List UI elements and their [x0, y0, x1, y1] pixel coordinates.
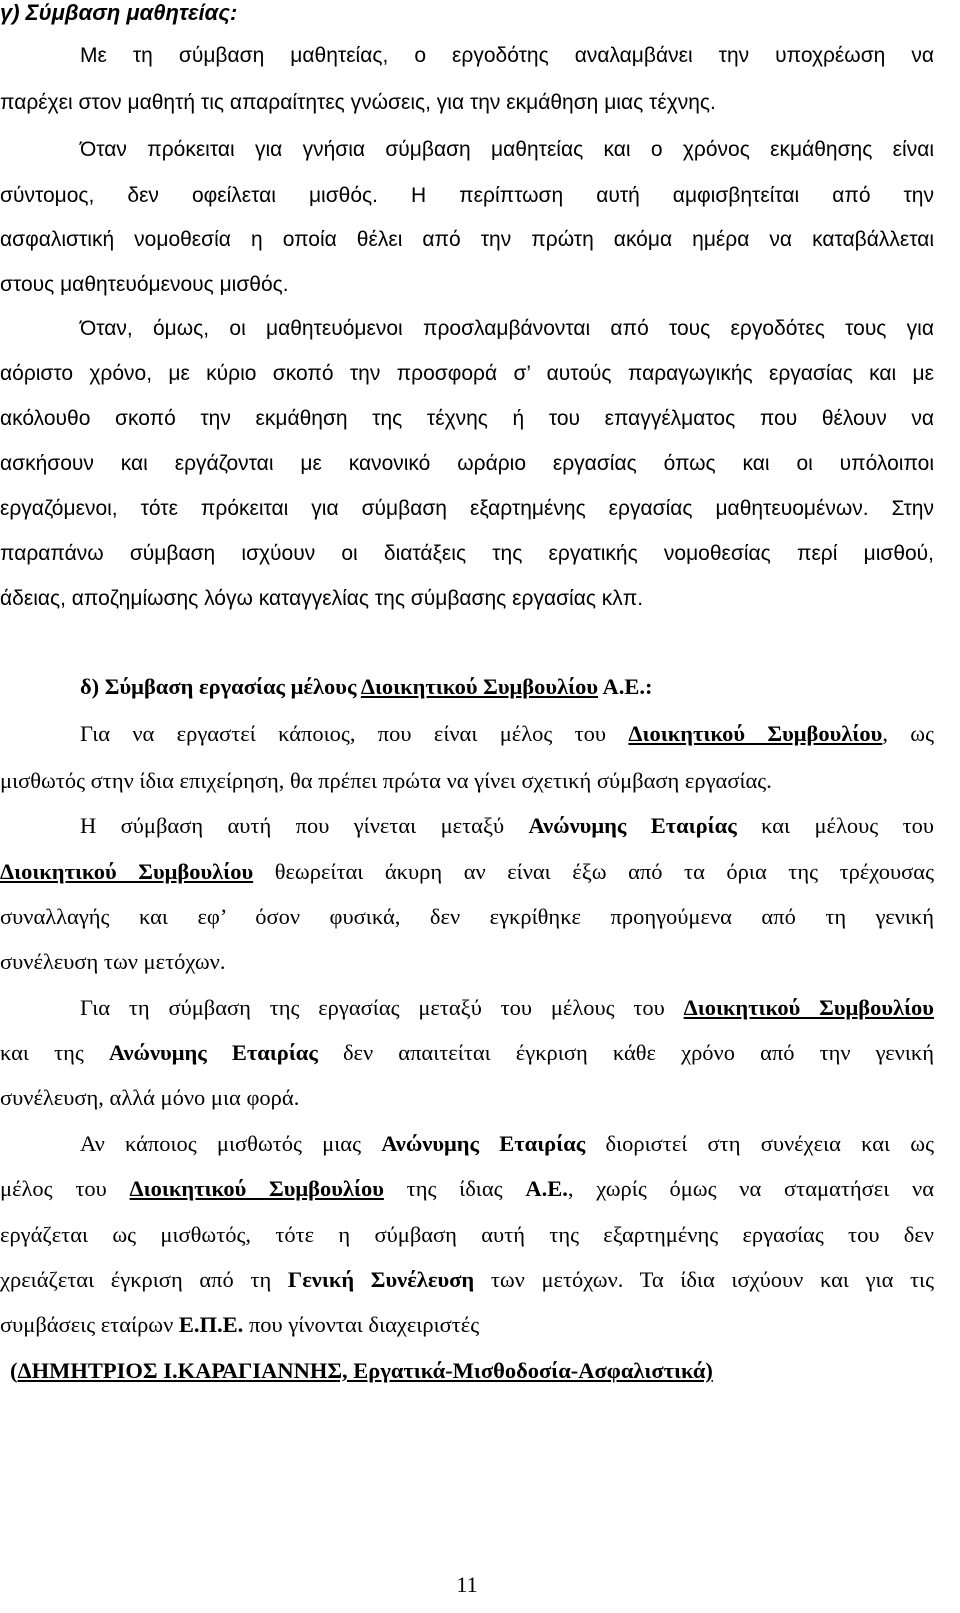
bold-text: Γενική Συνέλευση: [287, 1267, 475, 1292]
text-run: και μέλους του: [736, 813, 935, 838]
paragraph-line: [0, 1312, 934, 1338]
text-run: μέλος του: [0, 1176, 130, 1201]
text-run: , χωρίς όμως να σταματήσει να: [567, 1176, 934, 1201]
citation-underlined-text: ΔΗΜΗΤΡΙΟΣ Ι.ΚΑΡΑΓΙΑΝΝΗΣ, Εργατικά-Μισθοδοσία-Ασφαλιστικά): [17, 1358, 713, 1383]
bold-underlined-text: Διοικητικού Συμβουλίου: [0, 859, 254, 884]
source-citation: [10, 1358, 934, 1384]
bold-text: Ανώνυμης Εταιρίας: [381, 1131, 586, 1156]
text-run: που γίνονται διαχειριστές: [243, 1312, 480, 1337]
paragraph-line: [80, 995, 934, 1021]
paragraph-line: ασκήσουν και εργάζονται με κανονικό ωράριο εργασίας όπως και οι υπόλοιποι: [0, 452, 934, 475]
paragraph-line: [0, 859, 934, 885]
text-run: Η σύμβαση αυτή που γίνεται μεταξύ: [80, 813, 529, 838]
bold-text: Ανώνυμης Εταιρίας: [528, 813, 737, 838]
text-run: χρειάζεται έγκριση από τη: [0, 1267, 288, 1292]
paragraph-line: αόριστο χρόνο, με κύριο σκοπό την προσφορά σ’ αυτούς παραγωγικής εργασίας και με: [0, 362, 934, 385]
paragraph-line: εργαζόμενοι, τότε πρόκειται για σύμβαση εξαρτημένης εργασίας μαθητευομένων. Στην: [0, 497, 934, 520]
paragraph-line: Με τη σύμβαση μαθητείας, ο εργοδότης αναλαμβάνει την υποχρέωση να: [80, 44, 934, 67]
heading-underlined-text: Διοικητικού Συμβουλίου: [360, 674, 599, 699]
paragraph-line: ακόλουθο σκοπό την εκμάθηση της τέχνης ή του επαγγέλματος που θέλουν να: [0, 407, 934, 430]
heading-text: Α.Ε.:: [598, 674, 653, 699]
paragraph-line: [0, 1040, 934, 1066]
paragraph-line: παρέχει στον μαθητή τις απαραίτητες γνώσεις, για την εκμάθηση μιας τέχνης.: [0, 91, 716, 114]
text-run: των μετόχων. Τα ίδια ισχύουν και για τις: [474, 1267, 935, 1292]
bold-text: Ε.Π.Ε.: [178, 1312, 244, 1337]
citation-text: (: [10, 1358, 18, 1383]
paragraph-line: [80, 721, 934, 747]
paragraph-line: Όταν πρόκειται για γνήσια σύμβαση μαθητείας και ο χρόνος εκμάθησης είναι: [80, 138, 934, 161]
text-run: Για τη σύμβαση της εργασίας μεταξύ του μέλους του: [80, 995, 684, 1020]
text-run: της ίδιας: [383, 1176, 526, 1201]
page-number: 11: [456, 1572, 478, 1597]
paragraph-line: ασφαλιστική νομοθεσία η οποία θέλει από την πρώτη ακόμα ημέρα να καταβάλλεται: [0, 228, 934, 251]
text-run: συμβάσεις εταίρων: [0, 1312, 179, 1337]
paragraph-line: [0, 1176, 934, 1202]
section-heading-board-member: [80, 674, 934, 700]
bold-underlined-text: Διοικητικού Συμβουλίου: [129, 1176, 384, 1201]
paragraph-line: συνέλευση των μετόχων.: [0, 949, 226, 974]
paragraph-line: [0, 1267, 934, 1293]
text-run: διοριστεί στη συνέχεια και ως: [585, 1131, 934, 1156]
paragraph-line: σύντομος, δεν οφείλεται μισθός. Η περίπτωση αυτή αμφισβητείται από την: [0, 184, 934, 207]
text-run: , ως: [882, 721, 934, 746]
text-run: Αν κάποιος μισθωτός μιας: [80, 1131, 382, 1156]
paragraph-line: συναλλαγής και εφ’ όσον φυσικά, δεν εγκρίθηκε προηγούμενα από τη γενική: [0, 904, 934, 929]
section-heading-apprenticeship: γ) Σύμβαση μαθητείας:: [0, 0, 238, 25]
text-run: δεν απαιτείται έγκριση κάθε χρόνο από την γενική: [317, 1040, 935, 1065]
paragraph-line: στους μαθητευόμενους μισθός.: [0, 273, 289, 296]
paragraph-line: [80, 1131, 934, 1157]
paragraph-line: άδειας, αποζημίωσης λόγω καταγγελίας της σύμβασης εργασίας κλπ.: [0, 587, 644, 610]
paragraph-line: εργάζεται ως μισθωτός, τότε η σύμβαση αυτή της εξαρτημένης εργασίας του δεν: [0, 1222, 934, 1247]
bold-text: Ανώνυμης Εταιρίας: [108, 1040, 318, 1065]
paragraph-line: [80, 813, 934, 839]
paragraph-line: παραπάνω σύμβαση ισχύουν οι διατάξεις της εργατικής νομοθεσίας περί μισθού,: [0, 542, 934, 565]
text-run: θεωρείται άκυρη αν είναι έξω από τα όρια της τρέχουσας: [253, 859, 934, 884]
bold-underlined-text: Διοικητικού Συμβουλίου: [683, 995, 934, 1020]
text-run: και της: [0, 1040, 109, 1065]
heading-text: δ) Σύμβαση εργασίας μέλους: [80, 674, 361, 699]
text-run: Για να εργαστεί κάποιος, που είναι μέλος του: [80, 721, 629, 746]
bold-underlined-text: Διοικητικού Συμβουλίου: [628, 721, 883, 746]
bold-text: Α.Ε.: [525, 1176, 568, 1201]
paragraph-line: μισθωτός στην ίδια επιχείρηση, θα πρέπει πρώτα να γίνει σχετική σύμβαση εργασίας.: [0, 768, 772, 793]
paragraph-line: συνέλευση, αλλά μόνο μια φορά.: [0, 1085, 300, 1110]
paragraph-line: Όταν, όμως, οι μαθητευόμενοι προσλαμβάνονται από τους εργοδότες τους για: [80, 317, 934, 340]
